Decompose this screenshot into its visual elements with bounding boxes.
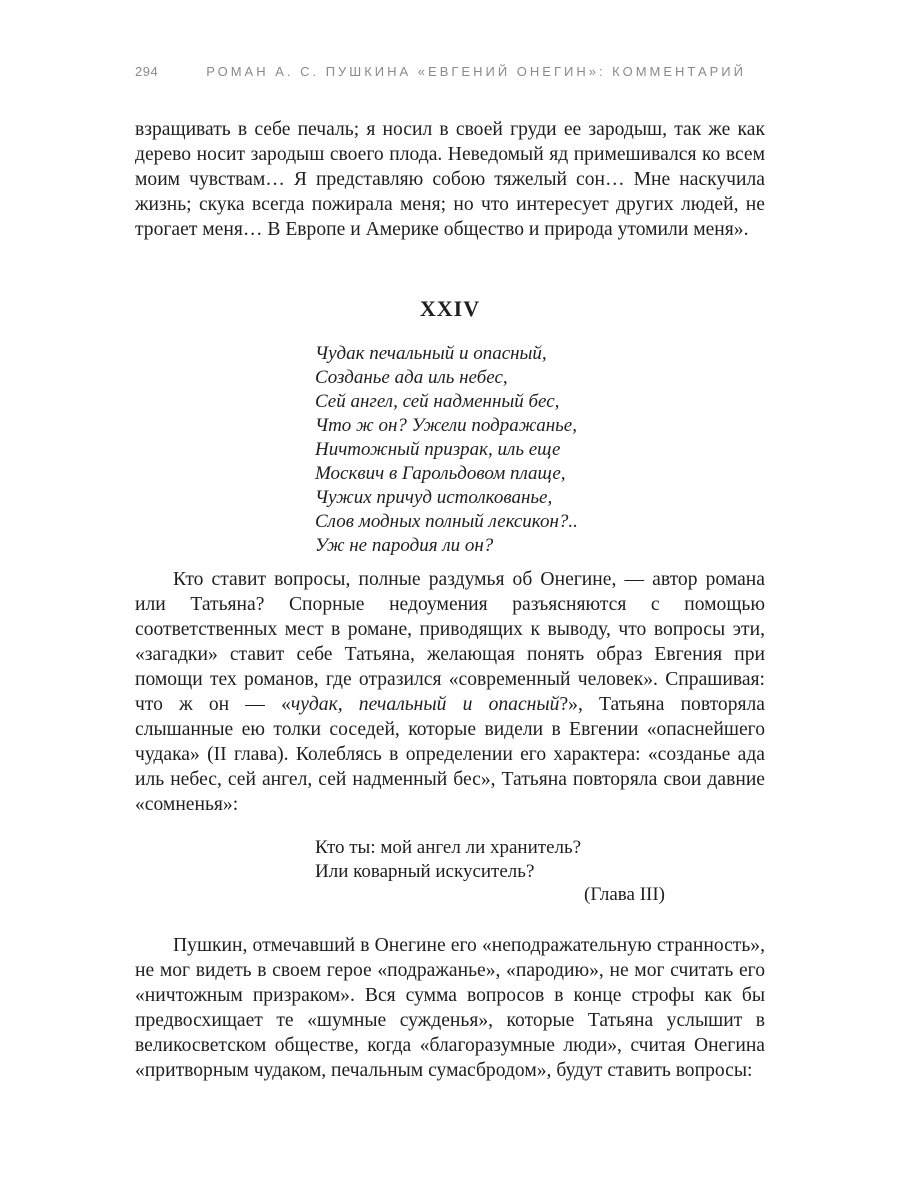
page-number: 294 [135,64,159,79]
stanza-line: Чудак печальный и опасный, [315,343,547,364]
running-head [135,64,775,79]
stanza-line: Созданье ада иль небес, [315,367,508,388]
stanza-line: Ничтожный призрак, иль еще [315,439,561,460]
stanza-line: Сей ангел, сей надменный бес, [315,391,560,412]
stanza-line: Слов модных полный лексикон?.. [315,511,578,532]
commentary-quote-italic: чудак, печальный и опасный [290,694,560,715]
quote-block [315,836,581,884]
quote-line: Кто ты: мой ангел ли хранитель? [315,837,582,858]
stanza-line: Уж не пародия ли он? [315,535,494,556]
stanza-line: Что ж он? Ужели подражанье, [315,415,577,436]
paragraph-commentary [135,567,765,817]
quote-source: (Глава III) [584,884,666,905]
quote-line: Или коварный искуситель? [315,861,535,882]
commentary-text-cont: ?», Татьяна повторяла слышанные ею толки соседей, которые видели в Евгении «опаснейшего чудака» (II глава). Колеблясь в определении его характера: «созданье ада иль небес, сей ангел, сей надменный бес», Татьяна повторяла свои давние «сомненья»: [135,694,766,815]
stanza-line: Москвич в Гарольдовом плаще, [315,463,566,484]
running-title: РОМАН А. С. ПУШКИНА «ЕВГЕНИЙ ОНЕГИН»: КОММЕНТАРИЙ [206,64,746,79]
commentary-text: Кто ставит вопросы, полные раздумья об Онегине, — автор романа или Татьяна? Спорные недоумения разъясняются с помощью соответственных мест в романе, приводящих к выводу, что вопросы эти, «загадки» ставит себе Татьяна, желающая понять образ Евгения при помощи тех романов, где отразился «современный человек». Спрашивая: что ж он — « [135,569,765,715]
section-heading: XXIV [419,296,481,321]
stanza-line: Чужих причуд истолкованье, [315,487,553,508]
paragraph-pushkin: Пушкин, отмечавший в Онегине его «неподражательную странность», не мог видеть в своем герое «подражанье», «пародию», не мог считать его «ничтожным призраком». Вся сумма вопросов в конце строфы как бы предвосхищает те «шумные сужденья», которые Татьяна услышит в великосветском обществе, когда «благоразумные люди», считая Онегина «притворным чудаком, печальным сумасбродом», будут ставить вопросы: [135,935,765,1081]
paragraph-continuation: взращивать в себе печаль; я носил в своей груди ее зародыш, так же как дерево носит зародыш своего плода. Неведомый яд примешивался ко всем моим чувствам… Я представляю собою тяжелый сон… Мне наскучила жизнь; скука всегда пожирала меня; но что интересует других людей, не трогает меня… В Европе и Америке общество и природа утомили меня». [135,119,765,240]
stanza [315,342,578,558]
